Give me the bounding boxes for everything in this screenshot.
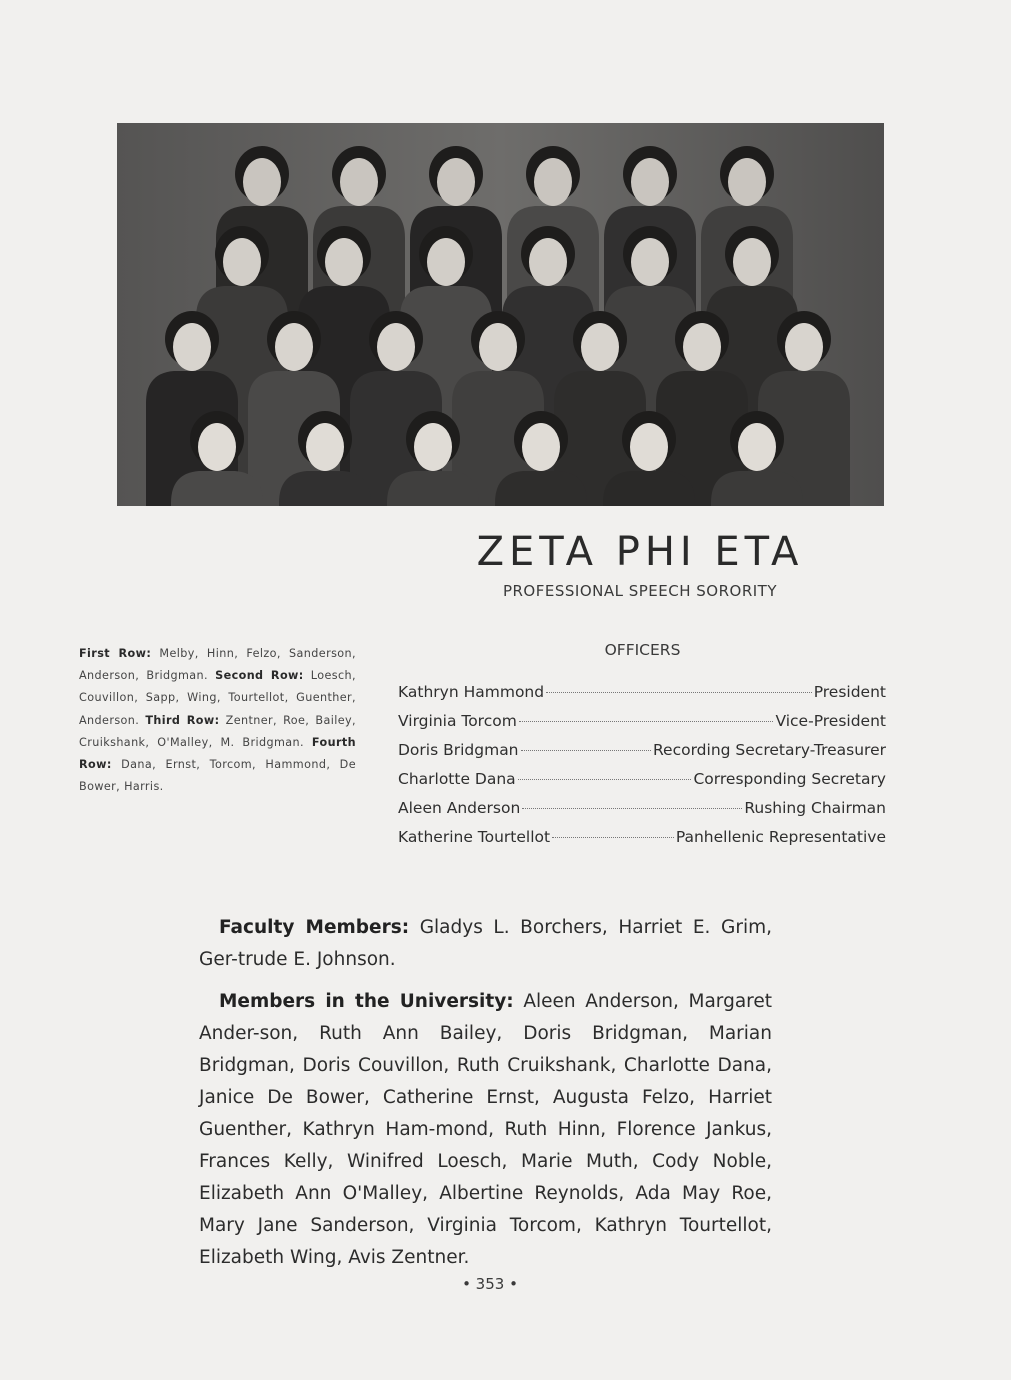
person-body — [711, 471, 803, 506]
person-face — [785, 323, 823, 371]
officer-name: Virginia Torcom — [398, 712, 517, 730]
dot-leader — [546, 692, 812, 693]
person-face — [630, 423, 668, 471]
person-face — [631, 158, 669, 206]
officer-name: Charlotte Dana — [398, 770, 516, 788]
person-face — [414, 423, 452, 471]
person-face — [683, 323, 721, 371]
dot-leader — [521, 750, 651, 751]
officer-name: Kathryn Hammond — [398, 683, 545, 701]
caption-third-row-label: Third Row: — [145, 713, 220, 727]
officer-row — [398, 712, 886, 741]
officer-name: Doris Bridgman — [398, 741, 519, 759]
caption-second-row-names: Loesch, Couvillon, Sapp, Wing, Tourtellot, Guenther, Anderson. — [79, 669, 356, 727]
photo-caption — [79, 643, 356, 798]
caption-first-row-names: Melby, Hinn, Felzo, Sanderson, Anderson, Bridgman. — [79, 647, 356, 683]
person-face — [631, 238, 669, 286]
caption-first-row-label: First Row: — [79, 647, 152, 660]
person-face — [437, 158, 475, 206]
person-face — [223, 238, 261, 286]
page-subtitle: PROFESSIONAL SPEECH SORORITY — [502, 582, 778, 600]
person-body — [603, 471, 695, 506]
dot-leader — [552, 837, 674, 838]
person-face — [173, 323, 211, 371]
officer-name: Katherine Tourtellot — [398, 828, 551, 846]
officer-title: Panhellenic Representative — [675, 828, 886, 846]
group-photo — [117, 123, 884, 506]
dot-leader — [518, 779, 692, 780]
members-label: Members in the University: — [219, 991, 514, 1012]
faculty-paragraph — [199, 912, 772, 976]
person-face — [581, 323, 619, 371]
officer-title: Rushing Chairman — [744, 799, 886, 817]
person-face — [522, 423, 560, 471]
officer-row — [398, 828, 886, 857]
page-number: • 353 • — [462, 1275, 518, 1293]
caption-fourth-row-names: Dana, Ernst, Torcom, Hammond, De Bower, Harris. — [79, 758, 356, 794]
person-face — [306, 423, 344, 471]
officers-list — [398, 683, 886, 857]
person-face — [377, 323, 415, 371]
person-face — [340, 158, 378, 206]
person-face — [738, 423, 776, 471]
page-title: ZETA PHI ETA — [476, 529, 804, 575]
group-photo-image — [117, 123, 884, 506]
officer-title: President — [813, 683, 886, 701]
person-face — [534, 158, 572, 206]
person-face — [325, 238, 363, 286]
person-face — [728, 158, 766, 206]
officer-row — [398, 770, 886, 799]
person-body — [171, 471, 263, 506]
officer-row — [398, 741, 886, 770]
caption-fourth-row-label: Fourth Row: — [79, 735, 356, 772]
person-face — [479, 323, 517, 371]
officers-heading: OFFICERS — [604, 641, 681, 659]
caption-second-row-label: Second Row: — [215, 669, 304, 683]
officer-title: Corresponding Secretary — [693, 770, 886, 788]
person-body — [387, 471, 479, 506]
officer-row — [398, 683, 886, 712]
person-body — [495, 471, 587, 506]
person-face — [529, 238, 567, 286]
person-face — [427, 238, 465, 286]
person-face — [243, 158, 281, 206]
members-text: Aleen Anderson, Margaret Ander-son, Ruth Ann Bailey, Doris Bridgman, Marian Bridgman, Doris Couvillon, Ruth Cruikshank, Charlotte Dana, Janice De Bower, Catherine Ernst, Augusta Felzo, Harriet Guenther, Kathryn Ham-mond, Ruth Hinn, Florence Jankus, Frances Kelly, Winifred Loesch, Marie Muth, Cody Noble, Elizabeth Ann O'Malley, Albertine Reynolds, Ada May Roe, Mary Jane Sanderson, Virginia Torcom, Kathryn Tourtellot, Elizabeth Wing, Avis Zentner. — [199, 991, 772, 1268]
caption-third-row-names: Zentner, Roe, Bailey, Cruikshank, O'Malley, M. Bridgman. — [79, 713, 356, 749]
person-face — [733, 238, 771, 286]
officer-row — [398, 799, 886, 828]
officer-name: Aleen Anderson — [398, 799, 521, 817]
dot-leader — [519, 721, 774, 722]
faculty-label: Faculty Members: — [219, 917, 410, 938]
members-paragraph — [199, 986, 772, 1274]
officer-title: Recording Secretary-Treasurer — [652, 741, 886, 759]
person-body — [279, 471, 371, 506]
person-face — [198, 423, 236, 471]
officer-title: Vice-President — [775, 712, 886, 730]
dot-leader — [522, 808, 742, 809]
person-face — [275, 323, 313, 371]
faculty-text: Gladys L. Borchers, Harriet E. Grim, Ger-trude E. Johnson. — [199, 917, 772, 970]
